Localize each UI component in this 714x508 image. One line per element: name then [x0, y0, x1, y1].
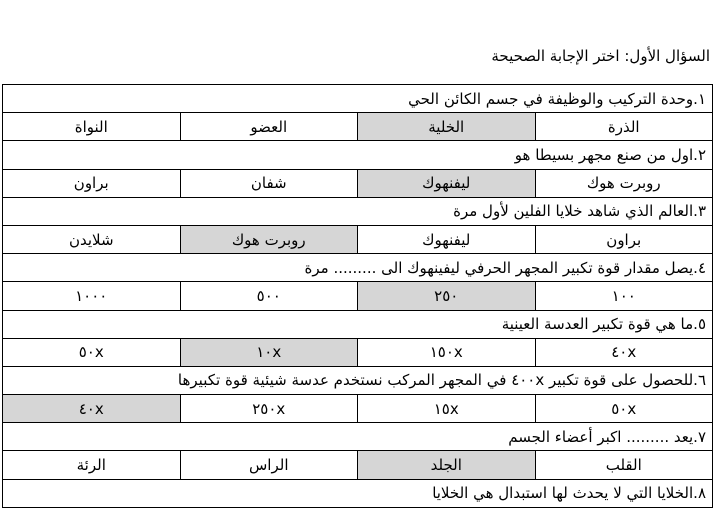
question-row: [3, 310, 713, 338]
options-row: [3, 451, 713, 479]
answer-option[interactable]: ٥٠٠: [180, 282, 358, 310]
question-row: [3, 141, 713, 169]
question-text: ٣.العالم الذي شاهد خلايا الفلين لأول مرة: [3, 197, 713, 225]
answer-option-selected[interactable]: الجلد: [358, 451, 536, 479]
answer-option[interactable]: العضو: [180, 113, 358, 141]
question-row: [3, 423, 713, 451]
question-row: [3, 197, 713, 225]
options-row: [3, 395, 713, 423]
answer-option[interactable]: ١٥x: [358, 395, 536, 423]
question-text: ٤.يصل مقدار قوة تكبير المجهر الحرفي ليفينهوك الى ......... مرة: [3, 254, 713, 282]
answer-option[interactable]: النواة: [3, 113, 181, 141]
section-heading: السؤال الأول: اختر الإجابة الصحيحة: [491, 47, 710, 65]
answer-option[interactable]: الراس: [180, 451, 358, 479]
answer-option[interactable]: براون: [535, 225, 713, 253]
options-row: [3, 338, 713, 366]
question-row: [3, 254, 713, 282]
answer-option[interactable]: ٢٥٠x: [180, 395, 358, 423]
question-text: ٢.اول من صنع مجهر بسيطا هو: [3, 141, 713, 169]
question-row: [3, 85, 713, 113]
answer-option[interactable]: ١٠٠٠: [3, 282, 181, 310]
question-text: ٨.الخلايا التي لا يحدث لها استبدال هي الخلايا: [3, 479, 713, 507]
question-text: ٦.للحصول على قوة تكبير ٤٠٠x في المجهر المركب نستخدم عدسة شيئية قوة تكبيرها: [3, 366, 713, 394]
answer-option[interactable]: الرئة: [3, 451, 181, 479]
question-text: ١.وحدة التركيب والوظيفة في جسم الكائن الحي: [3, 85, 713, 113]
question-row: [3, 366, 713, 394]
answer-option[interactable]: ٥٠x: [3, 338, 181, 366]
answer-option[interactable]: ٤٠x: [535, 338, 713, 366]
answer-option[interactable]: شفان: [180, 169, 358, 197]
question-text: ٧.يعد ......... اكبر أعضاء الجسم: [3, 423, 713, 451]
answer-option[interactable]: شلايدن: [3, 225, 181, 253]
questions-table: [2, 84, 713, 508]
options-row: [3, 225, 713, 253]
answer-option-selected[interactable]: روبرت هوك: [180, 225, 358, 253]
answer-option-selected[interactable]: الخلية: [358, 113, 536, 141]
answer-option-selected[interactable]: ٤٠x: [3, 395, 181, 423]
options-row: [3, 282, 713, 310]
answer-option-selected[interactable]: ٢٥٠: [358, 282, 536, 310]
options-row: [3, 169, 713, 197]
answer-option[interactable]: الذرة: [535, 113, 713, 141]
question-text: ٥.ما هي قوة تكبير العدسة العينية: [3, 310, 713, 338]
answer-option[interactable]: ١٥٠x: [358, 338, 536, 366]
answer-option-selected[interactable]: ليفنهوك: [358, 169, 536, 197]
answer-option[interactable]: القلب: [535, 451, 713, 479]
question-row: [3, 479, 713, 507]
answer-option[interactable]: ١٠٠: [535, 282, 713, 310]
answer-option[interactable]: روبرت هوك: [535, 169, 713, 197]
answer-option[interactable]: براون: [3, 169, 181, 197]
answer-option-selected[interactable]: ١٠x: [180, 338, 358, 366]
answer-option[interactable]: ليفنهوك: [358, 225, 536, 253]
options-row: [3, 113, 713, 141]
answer-option[interactable]: ٥٠x: [535, 395, 713, 423]
